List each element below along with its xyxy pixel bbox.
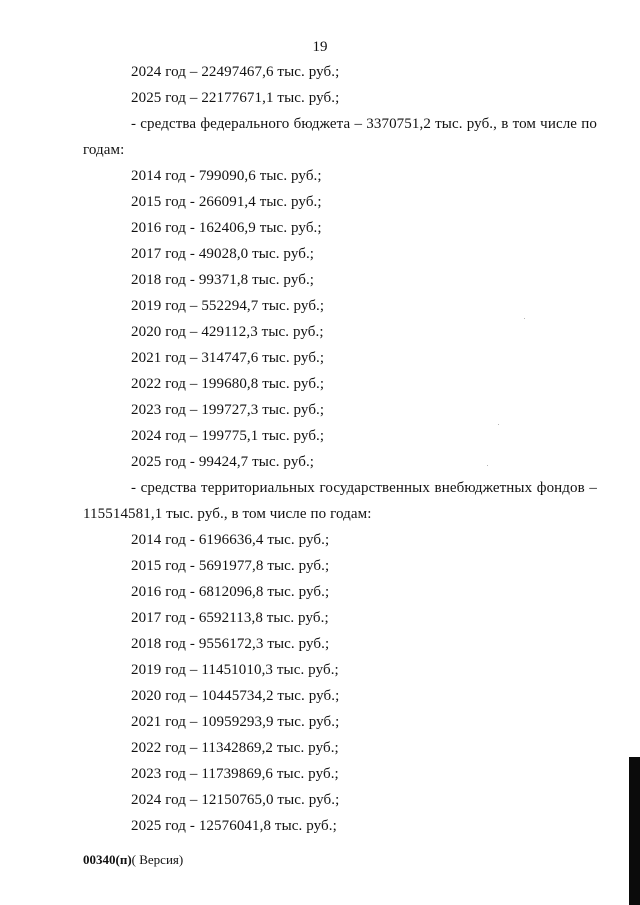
text-line: 2020 год – 429112,3 тыс. руб.; xyxy=(131,324,324,340)
text-line: 2022 год – 11342869,2 тыс. руб.; xyxy=(131,740,339,756)
text-line: 2024 год – 22497467,6 тыс. руб.; xyxy=(131,64,340,80)
text-line: 2016 год - 6812096,8 тыс. руб.; xyxy=(131,584,330,600)
document-version: ( Версия) xyxy=(131,852,184,867)
text-line: 2015 год - 5691977,8 тыс. руб.; xyxy=(131,558,330,574)
text-line: 2014 год - 799090,6 тыс. руб.; xyxy=(131,168,322,184)
scan-speck xyxy=(498,424,499,425)
text-line: 2017 год - 6592113,8 тыс. руб.; xyxy=(131,610,329,626)
text-line: 2021 год – 10959293,9 тыс. руб.; xyxy=(131,714,340,730)
text-line: 2025 год – 22177671,1 тыс. руб.; xyxy=(131,90,340,106)
text-line: 2025 год - 12576041,8 тыс. руб.; xyxy=(131,818,337,834)
text-line: 2023 год – 11739869,6 тыс. руб.; xyxy=(131,766,339,782)
text-line: 2015 год - 266091,4 тыс. руб.; xyxy=(131,194,322,210)
text-line: 2018 год - 99371,8 тыс. руб.; xyxy=(131,272,315,288)
page-number: 19 xyxy=(312,39,328,55)
text-line: 2016 год - 162406,9 тыс. руб.; xyxy=(131,220,322,236)
scan-speck xyxy=(487,465,488,466)
scan-speck xyxy=(524,318,525,319)
text-line: - средства территориальных государственных внебюджетных фондов – xyxy=(131,480,597,496)
text-line: 2022 год – 199680,8 тыс. руб.; xyxy=(131,376,325,392)
scan-edge-band xyxy=(629,757,640,905)
document-footer xyxy=(83,852,183,868)
text-line: 2019 год – 552294,7 тыс. руб.; xyxy=(131,298,325,314)
text-line: 2024 год – 199775,1 тыс. руб.; xyxy=(131,428,325,444)
text-line: 2021 год – 314747,6 тыс. руб.; xyxy=(131,350,325,366)
text-line: 2024 год – 12150765,0 тыс. руб.; xyxy=(131,792,340,808)
text-line: 2014 год - 6196636,4 тыс. руб.; xyxy=(131,532,330,548)
text-line: 2025 год - 99424,7 тыс. руб.; xyxy=(131,454,315,470)
text-line: 2020 год – 10445734,2 тыс. руб.; xyxy=(131,688,340,704)
text-line: 2017 год - 49028,0 тыс. руб.; xyxy=(131,246,315,262)
document-code: 00340(п) xyxy=(83,852,132,867)
text-line: 2018 год - 9556172,3 тыс. руб.; xyxy=(131,636,330,652)
text-line: - средства федерального бюджета – 3370751,2 тыс. руб., в том числе по xyxy=(131,116,597,132)
text-line: годам: xyxy=(83,142,125,158)
text-line: 115514581,1 тыс. руб., в том числе по годам: xyxy=(83,506,372,522)
text-line: 2019 год – 11451010,3 тыс. руб.; xyxy=(131,662,339,678)
text-line: 2023 год – 199727,3 тыс. руб.; xyxy=(131,402,325,418)
